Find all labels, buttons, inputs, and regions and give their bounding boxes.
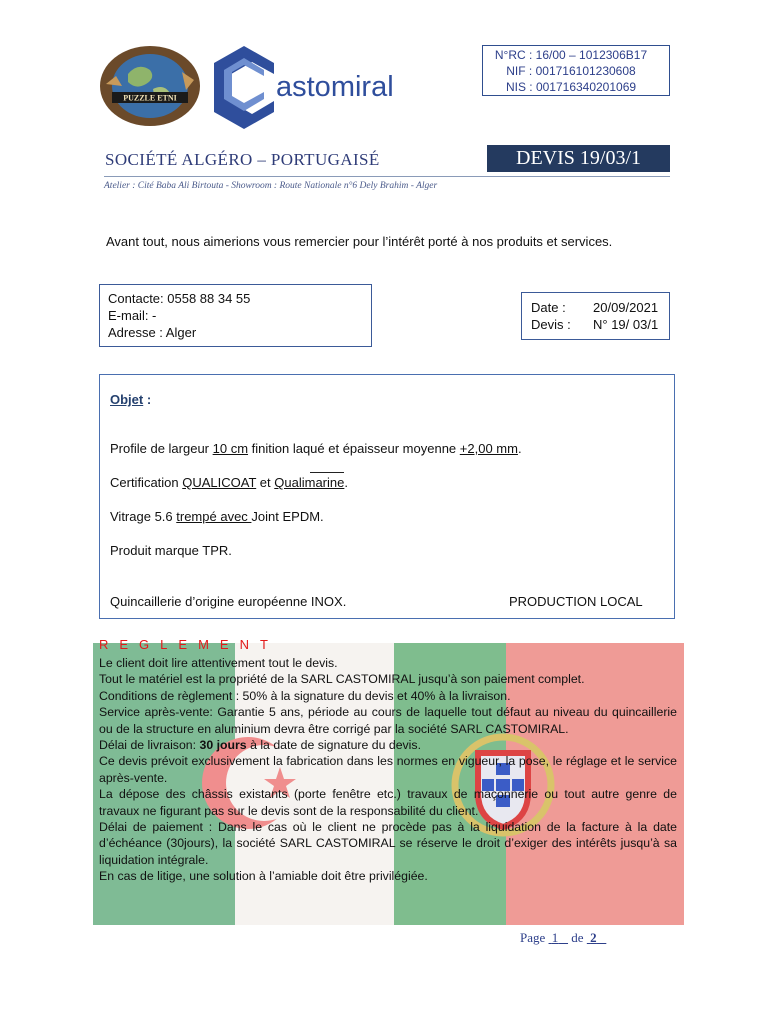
date-box <box>521 292 670 340</box>
page-number: Page 1 de 2 <box>520 930 597 945</box>
devis-label: Devis : <box>531 317 571 332</box>
reglement-item: Tout le matériel est la propriété de la SARL CASTOMIRAL jusqu’à son paiement complet. <box>99 672 585 687</box>
address-line: Atelier : Cité Baba Ali Birtouta - Showroom : Route Nationale n°6 Dely Brahim - Alger <box>104 181 438 191</box>
brand-name: astomiral <box>276 71 394 103</box>
reglement-item: Le client doit lire attentivement tout le devis. <box>99 656 338 670</box>
reglement-item: Service après-vente: Garantie 5 ans, période au cours de laquelle tout défaut au niveau du quincaillerie ou de la structure en aluminium devra être corrigé par la société SARL CASTOMIRAL. <box>99 705 677 736</box>
nis-number: NIS : 001716340201069 <box>505 80 637 94</box>
objet-line-profile: Profile de largeur 10 cm finition laqué et épaisseur moyenne +2,00 mm. <box>110 441 522 456</box>
reglement-item: Conditions de règlement : 50% à la signature du devis et 40% à la livraison. <box>99 688 511 703</box>
reglement-item: Ce devis prévoit exclusivement la fabrication dans les normes en vigueur, la pose, le réglage et le service après-vente. <box>99 754 677 785</box>
contact-phone: Contacte: 0558 88 34 55 <box>108 291 251 306</box>
overline-mark <box>310 472 344 473</box>
reglement-item: Délai de paiement : Dans le cas où le client ne procède pas à la liquidation de la facture à la date d’échéance (30jours), la société SARL CASTOMIRAL se réserve le droit d’exiger des intérêts jusqu’à sa liquidation intégrale. <box>99 820 677 867</box>
contact-email: E-mail: - <box>108 308 157 323</box>
header-divider <box>104 176 670 177</box>
devis-value: N° 19/ 03/1 <box>593 317 659 332</box>
reglement-item: La dépose des châssis existants (porte fenêtre etc.) travaux de maçonnerie ou tout autre genre de travaux ne figurant pas sur le devis sont de la responsabilité du client. <box>99 787 677 818</box>
date-value: 20/09/2021 <box>593 300 659 315</box>
reglement-item: Délai de livraison: 30 jours à la date de signature du devis. <box>99 738 421 753</box>
reglement-item: En cas de litige, une solution à l’amiable doit être privilégiée. <box>99 869 428 884</box>
castomiral-logo <box>212 44 394 130</box>
contact-address: Adresse : Alger <box>108 325 197 340</box>
reglement-text <box>99 655 677 885</box>
intro-text: Avant tout, nous aimerions vous remercier pour l’intérêt porté à nos produits et services. <box>106 234 613 249</box>
contact-box <box>99 284 372 347</box>
registration-box <box>482 45 670 96</box>
reglement-title: REGLEMENT <box>99 637 279 652</box>
objet-line-certification: Certification QUALICOAT et Qualimarine. <box>110 475 348 490</box>
puzzle-logo-text: PUZZLE ETNI <box>123 93 177 103</box>
date-label: Date : <box>531 300 566 315</box>
rc-number: N°RC : 16/00 – 1012306B17 <box>494 48 648 62</box>
objet-line-vitrage: Vitrage 5.6 trempé avec Joint EPDM. <box>110 509 324 524</box>
objet-production-local: PRODUCTION LOCAL <box>509 594 643 609</box>
objet-box <box>99 374 675 619</box>
objet-line-produit: Produit marque TPR. <box>110 543 232 558</box>
objet-line-quincaillerie: Quincaillerie d’origine européenne INOX. <box>110 594 347 609</box>
objet-title: Objet : <box>110 392 152 407</box>
company-name: SOCIÉTÉ ALGÉRO – PORTUGAISÉ <box>105 150 380 169</box>
devis-title: DEVIS 19/03/1 <box>487 145 670 172</box>
nif-number: NIF : 001716101230608 <box>506 64 636 78</box>
puzzle-globe-logo <box>98 44 202 130</box>
